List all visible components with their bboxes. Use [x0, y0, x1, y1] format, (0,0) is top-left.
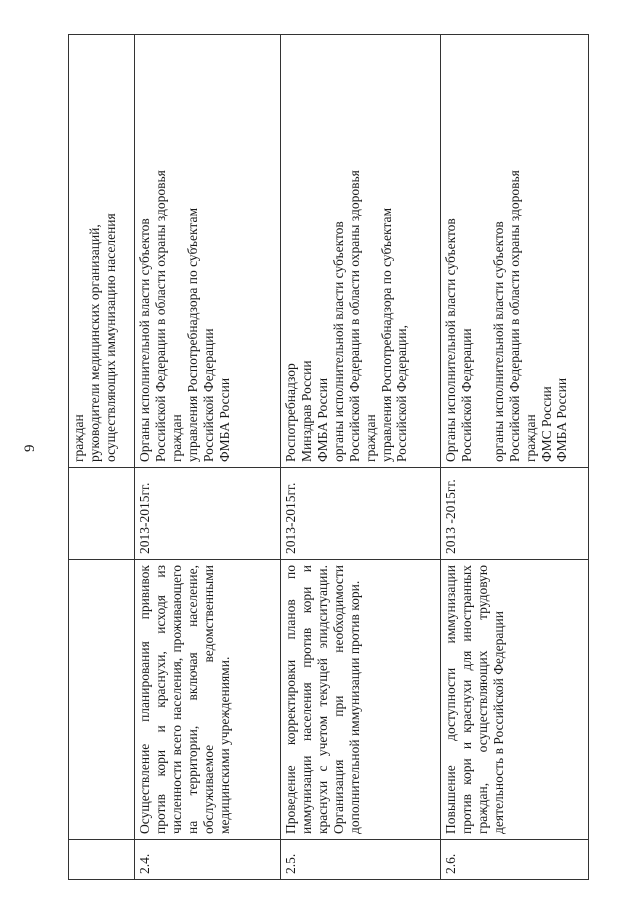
table-row-2-5 [281, 35, 441, 880]
page-number: 9 [22, 444, 38, 452]
responsible-line: ФМБА России [314, 377, 330, 462]
cell-num [69, 840, 135, 880]
responsible-line: ФМС России [538, 386, 554, 462]
responsible-line: управления Роспотребнадзора по субъектам [378, 208, 394, 462]
responsible-line: Российской Федерации в области охраны здоровья [346, 170, 362, 462]
responsible-line: Роспотребнадзор [283, 363, 298, 462]
responsible-line: Органы исполнительной власти субъектов [443, 218, 458, 462]
cell-num: 2.6. [441, 840, 589, 880]
rotated-table-wrapper [68, 35, 588, 880]
responsible-line: Минздрав России [298, 360, 314, 462]
cell-responsible [69, 35, 135, 468]
cell-term: 2013-2015гг. [281, 468, 441, 560]
responsible-line: Российской Федерации, [394, 324, 410, 462]
responsible-line: Органы исполнительной власти субъектов [137, 218, 152, 462]
responsible-line: граждан [362, 414, 378, 462]
responsible-line: Российской Федерации в области охраны здоровья [152, 170, 168, 462]
cell-action: Осуществление планирования прививок против кори и краснухи, исходя из численности всего населения, проживающего на территории, включая население, обслуживаемое ведомственными медицинскими учреждениями. [135, 560, 281, 840]
cell-responsible [441, 35, 589, 468]
cell-action: Проведение корректировки планов по иммунизации населения против кори и краснухи с учетом текущей эпидситуации. Организация при необходимости дополнительной иммунизации против кори. [281, 560, 441, 840]
responsible-line: ФМБА России [554, 377, 570, 462]
responsible-line [475, 40, 491, 462]
responsible-line: граждан [522, 414, 538, 462]
cell-action: Повышение доступности иммунизации против кори и краснухи для иностранных граждан, осуществляющих трудовую деятельность в Российской Федерации [441, 560, 589, 840]
cell-term: 2013-2015гг. [135, 468, 281, 560]
cell-num: 2.4. [135, 840, 281, 880]
responsible-line: граждан [71, 414, 86, 462]
cell-responsible [135, 35, 281, 468]
measures-table [68, 34, 589, 880]
responsible-line: ФМБА России [216, 377, 232, 462]
table-row-continuation [69, 35, 135, 880]
responsible-line: Российской Федерации [458, 328, 474, 462]
cell-term [69, 468, 135, 560]
responsible-line: руководители медицинских организаций, [86, 224, 102, 462]
table-row-2-4 [135, 35, 281, 880]
cell-responsible [281, 35, 441, 468]
responsible-line: граждан [168, 414, 184, 462]
responsible-line: органы исполнительной власти субъектов [490, 221, 506, 462]
responsible-line: управления Роспотребнадзора по субъектам [184, 208, 200, 462]
responsible-line: органы исполнительной власти субъектов [330, 221, 346, 462]
responsible-line: Российской Федерации [200, 328, 216, 462]
table-row-2-6 [441, 35, 589, 880]
cell-num: 2.5. [281, 840, 441, 880]
responsible-line: Российской Федерации в области охраны здоровья [506, 170, 522, 462]
cell-term: 2013 -2015гг. [441, 468, 589, 560]
responsible-line: осуществляющих иммунизацию населения [102, 213, 118, 462]
cell-action [69, 560, 135, 840]
